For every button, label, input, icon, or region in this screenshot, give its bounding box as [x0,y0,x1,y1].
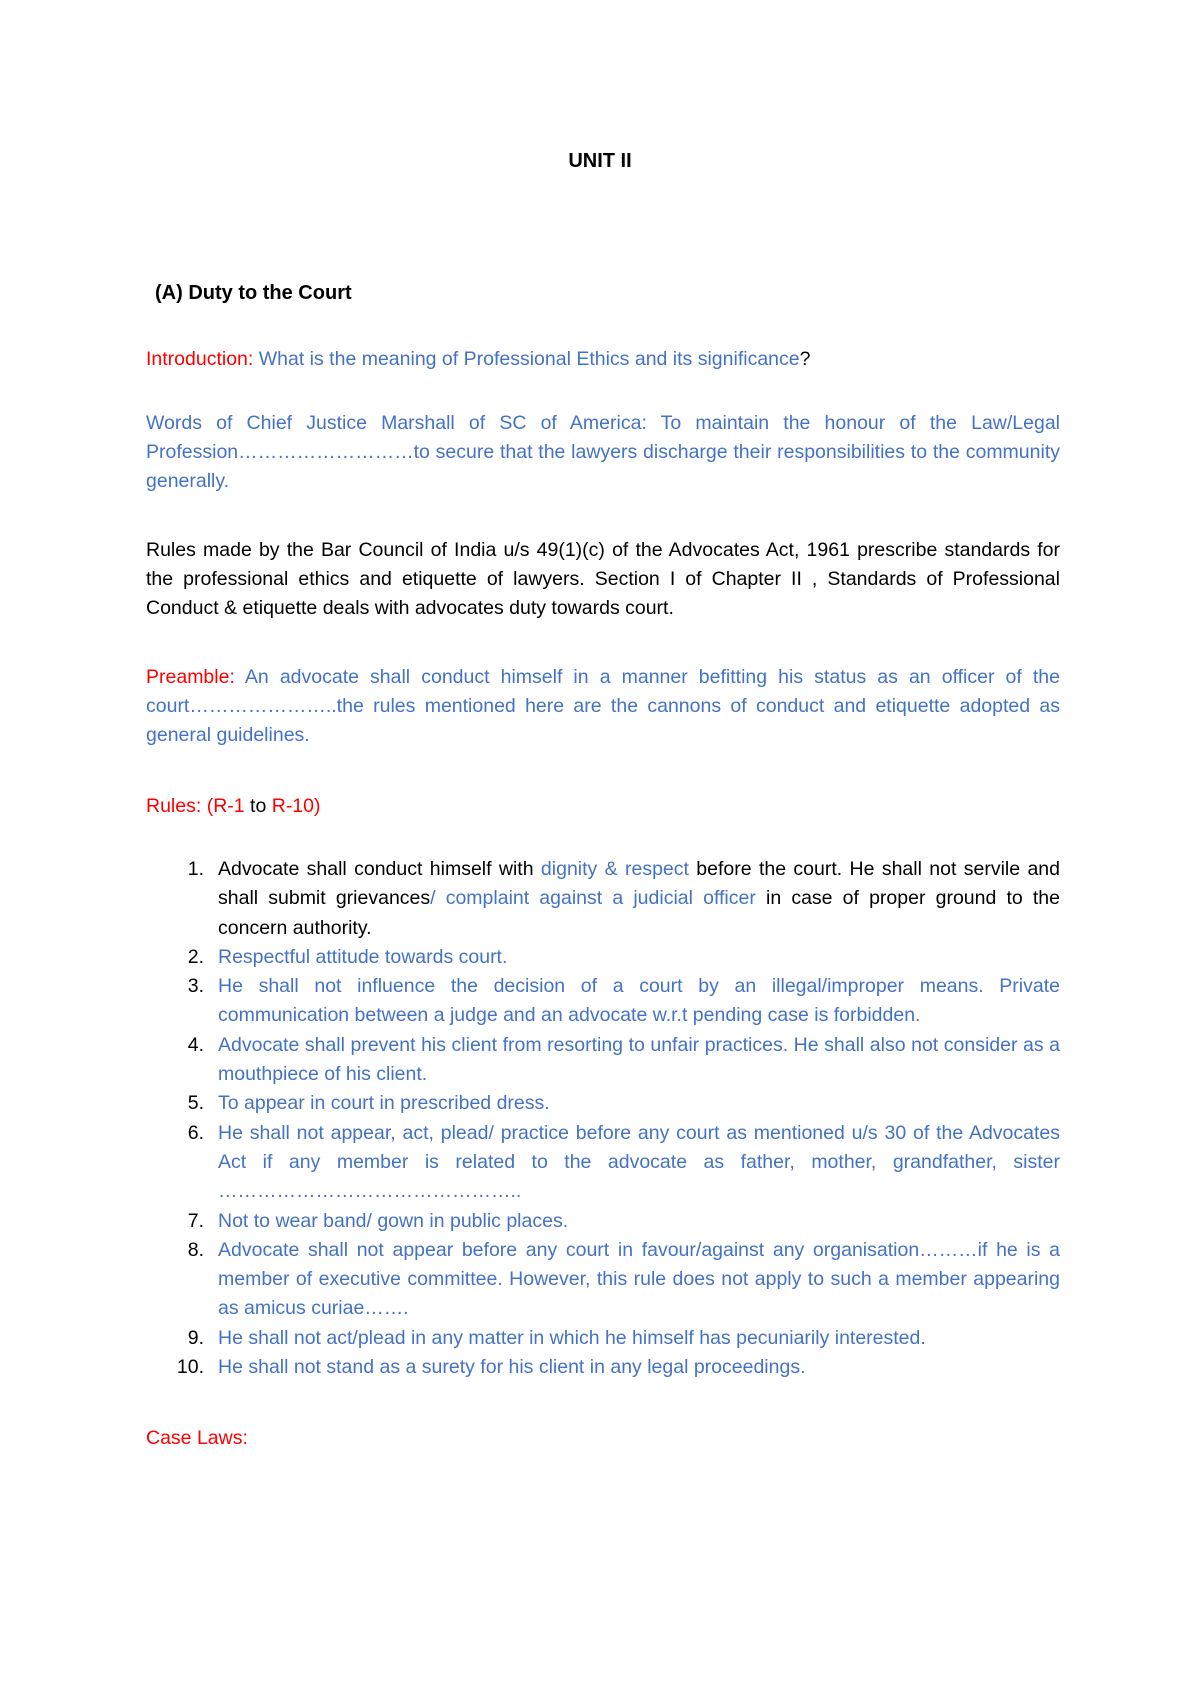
rule-1-text-c: before the court. He shall not servile and shall submit grievances [218,858,1060,910]
rule-item-3 [146,972,1060,1031]
introduction-question-mark: ? [799,348,811,370]
rule-1-text-b: dignity & respect [540,858,689,880]
rule-1-text-a: Advocate shall conduct himself with [218,858,541,880]
rule-text: To appear in court in prescribed dress. [218,1092,550,1115]
introduction-question: What is the meaning of Professional Ethics and its significance [258,348,800,370]
rule-item-2 [146,943,1060,972]
rule-item-6 [146,1119,1060,1207]
preamble-label: Preamble: [146,666,235,688]
unit-title: UNIT II [568,150,632,172]
rule-item-8 [146,1236,1060,1324]
rule-text: Advocate shall not appear before any court in favour/against any organisation………if he is a member of executive committee. However, this rule does not apply to such a member appearing as amicus curiae……. [218,1238,1060,1320]
rule-number: 8. [187,1238,204,1261]
rule-item-4 [146,1031,1060,1090]
rule-number: 3. [187,975,204,998]
rule-text: Not to wear band/ gown in public places. [218,1209,569,1232]
rule-1-text-d: / complaint against a judicial officer [430,887,756,910]
rule-text: He shall not act/plead in any matter in which he himself has pecuniarily interested. [218,1326,926,1349]
rule-number: 6. [187,1121,204,1144]
rule-1-text-e: in case of proper ground to the concern authority. [218,887,1060,939]
marshall-quote-paragraph: Words of Chief Justice Marshall of SC of America: To maintain the honour of the Law/Legal Profession………………………to secure that the lawyers discharge their responsibilities to the community generally. [146,412,1060,492]
rule-text: He shall not influence the decision of a court by an illegal/improper means. Private communication between a judge and an advocate w.r.t pending case is forbidden. [218,975,1060,1027]
rule-item-9 [146,1324,1060,1353]
rule-item-1 [146,855,1060,943]
rule-number: 4. [187,1033,204,1056]
rule-number: 5. [187,1092,204,1115]
rule-text: He shall not stand as a surety for his client in any legal proceedings. [218,1356,806,1379]
rule-number: 10. [176,1356,204,1379]
introduction-paragraph [146,345,1060,374]
bar-council-rules-paragraph: Rules made by the Bar Council of India u/s 49(1)(c) of the Advocates Act, 1961 prescribe standards for the professional ethics and etiquette of lawyers. Section I of Chapter II , Standards of Professional Conduct & etiquette deals with advocates duty towards court. [146,539,1060,619]
rule-text: Respectful attitude towards court. [218,945,508,968]
rules-list [146,855,1060,1382]
preamble-text: An advocate shall conduct himself in a manner befitting his status as an officer of the court…………………..the rules mentioned here are the cannons of conduct and etiquette adopted as general guidelines. [146,666,1060,746]
case-laws-heading: Case Laws: [146,1427,248,1449]
rules-heading [146,792,1060,821]
rule-number: 9. [187,1326,204,1349]
rule-number: 1. [187,858,204,880]
rule-item-10 [146,1353,1060,1382]
rule-number: 2. [187,945,204,968]
rule-number: 7. [187,1209,204,1232]
rules-heading-to: to [250,795,267,817]
rules-heading-close: R-10) [271,795,321,817]
introduction-label: Introduction: [146,348,254,370]
section-heading: (A) Duty to the Court [155,282,352,304]
preamble-paragraph [146,663,1060,750]
rule-text: Advocate shall prevent his client from resorting to unfair practices. He shall also not consider as a mouthpiece of his client. [218,1033,1060,1086]
rule-item-7 [146,1207,1060,1236]
rules-heading-open: (R-1 [206,795,245,817]
rule-text: He shall not appear, act, plead/ practice before any court as mentioned u/s 30 of the Advocates Act if any member is related to the advocate as father, mother, grandfather, sister ……………………………………….. [218,1121,1060,1203]
rules-heading-label: Rules: [146,795,202,817]
rule-item-5 [146,1089,1060,1118]
